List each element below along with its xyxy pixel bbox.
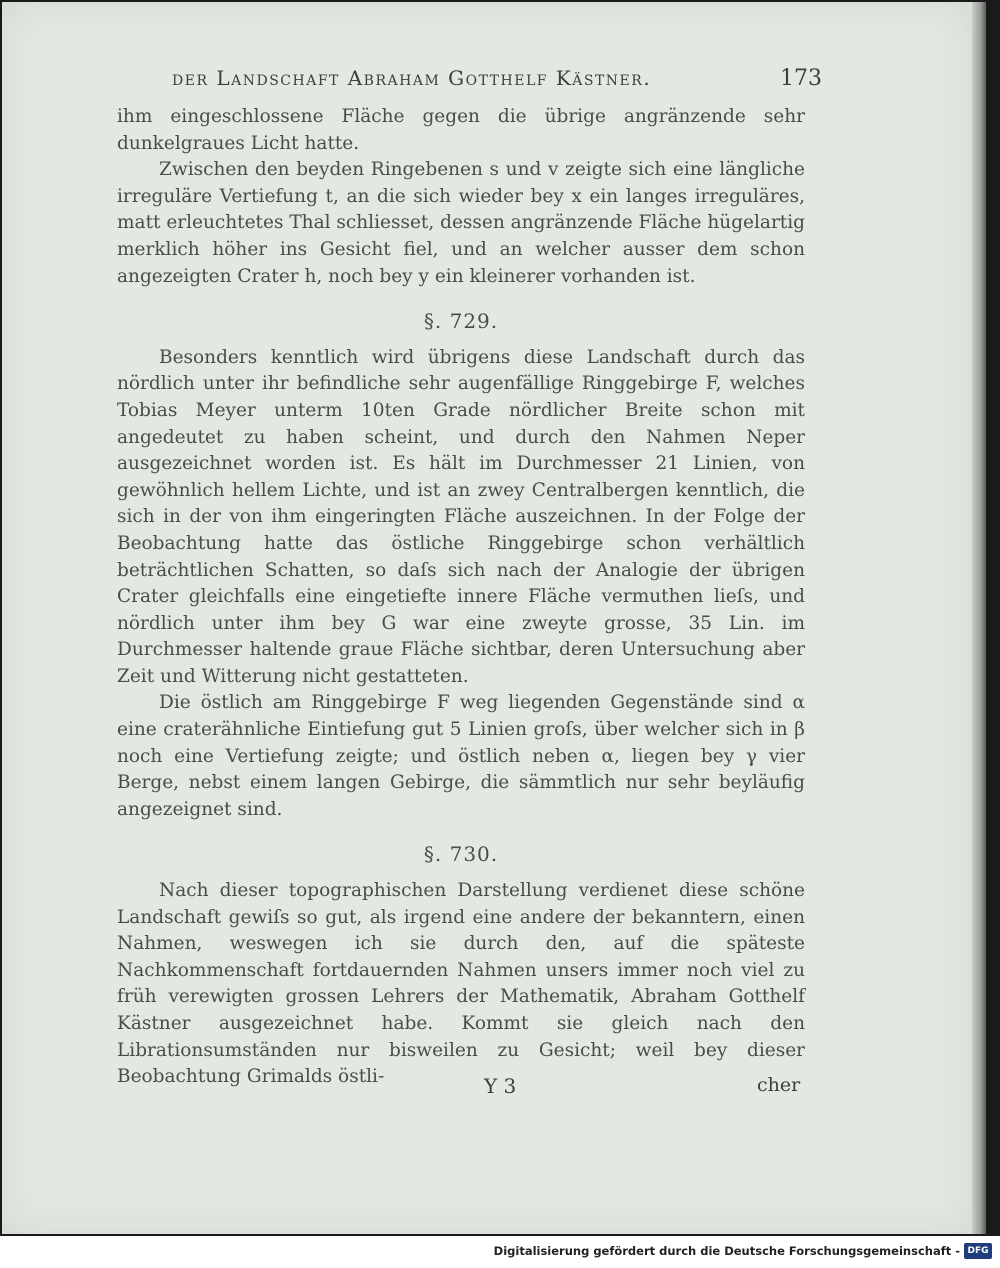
body-text — [117, 104, 805, 1091]
paragraph: Besonders kenntlich wird übrigens diese Landschaft durch das nördlich unter ihr befindliche sehr augenfällige Ringgebirge F, welches Tobias Meyer unterm 10ten Grade nördlicher Breite schon mit angedeutet zu haben scheint, und durch den Nahmen Neper ausgezeichnet worden ist. Es hält im Durchmesser 21 Linien, von gewöhnlich hellem Lichte, und ist an zwey Centralbergen kenntlich, die sich in der von ihm eingeringten Fläche auszeichnen. In der Folge der Beobachtung hatte das östliche Ringgebirge schon verhältlich beträchtlichen Schatten, so daſs sich nach der Analogie der übrigen Crater gleichfalls eine eingetiefte innere Fläche vermuthen lieſs, und nördlich unter ihm bey G war eine zweyte grosse, 35 Lin. im Durchmesser haltende graue Fläche sichtbar, deren Untersuchung aber Zeit und Witterung nicht gestatteten. — [117, 346, 805, 687]
paragraph-continuation: ihm eingeschlossene Fläche gegen die übrige angränzende sehr dunkelgraues Licht hatte. — [117, 106, 805, 154]
section-heading-729: §. 729. — [423, 309, 499, 334]
book-page — [2, 2, 972, 1234]
credit-text: Digitalisierung gefördert durch die Deutsche Forschungsgemeinschaft - — [493, 1244, 960, 1258]
paragraph: Nach dieser topographischen Darstellung verdienet diese schöne Landschaft gewiſs so gut, als irgend eine andere der bekanntern, einen Nahmen, weswegen ich sie durch den, auf die späteste Nachkommenschaft fortdauernden Nahmen unsers immer noch viel zu früh verewigten grossen Lehrers der Mathematik, Abraham Gotthelf Kästner ausgezeichnet habe. Kommt sie gleich nach den Librationsumständen nur bisweilen zu Gesicht; weil bey dieser Beobachtung Grimalds östli- — [117, 880, 805, 1088]
signature-mark: Y 3 — [484, 1074, 517, 1098]
paragraph: Zwischen den beyden Ringebenen s und v zeigte sich eine längliche irreguläre Vertiefung t, an die sich wieder bey x ein langes irreguläres, matt erleuchtetes Thal schliesset, dessen angränzende Fläche hügelartig merklich höher ins Gesicht fiel, und an welcher ausser dem schon angezeigten Crater h, noch bey y ein kleinerer vorhanden ist. — [117, 159, 805, 287]
page-edge-shadow — [972, 2, 986, 1234]
page-number: 173 — [780, 66, 822, 91]
running-head: der Landschaft Abraham Gotthelf Kästner. — [172, 66, 652, 90]
catchword: cher — [757, 1074, 801, 1096]
page-header — [172, 64, 822, 100]
dfg-logo-icon: DFG — [964, 1243, 992, 1259]
section-heading-730: §. 730. — [423, 842, 499, 867]
paragraph: Die östlich am Ringgebirge F weg liegenden Gegenstände sind α eine craterähnliche Eintiefung gut 5 Linien groſs, über welcher sich in β noch eine Vertiefung zeigte; und östlich neben α, liegen bey γ vier Berge, nebst einem langen Gebirge, die sämmtlich nur sehr beyläufig angezeignet sind. — [117, 692, 805, 820]
credit-bar — [0, 1236, 1000, 1268]
